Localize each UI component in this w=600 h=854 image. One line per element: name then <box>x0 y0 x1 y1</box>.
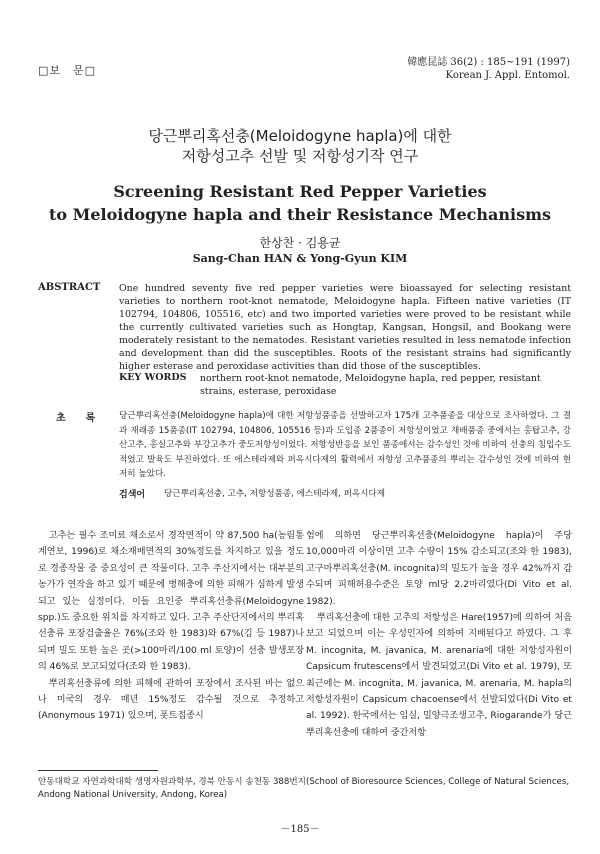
korean-summary-text: 당근뿌리혹선충(Meloidogyne hapla)에 대한 저항성품종을 선발하고자 175개 고추품종을 대상으로 조사하였다. 그 결과 재래종 15품종(IT 102794, 104806, 105516 등)과 도입종 2품종이 저항성이었고 재배품종 중에서는 홍탑고추, 강산고추, 홍실고추와 부강고추가 중도저항성이었다. 저항성반응을 보인 품종에서는 감수성인 것에 비하여 선충의 침입수도 적었고 발육도 부진하였다. 또 에스테라제와 퍼옥시다제의 활력에서 저항성 고추품종의 뿌리는 감수성인 것에 비하여 현저히 높았다. <box>119 411 571 480</box>
korean-title-line-2: 저항성고추 선발 및 저항성기작 연구 <box>181 147 419 165</box>
korean-title <box>0 126 600 166</box>
body-paragraph: 뿌리혹선충류에 의한 피해에 관하여 포장에서 조사된 바는 없으나 미국의 경우 매년 15%정도 감수될 것으로 추정하고(Anonymous 1971) 있으며, 폿트접종시 <box>38 678 304 722</box>
english-title-line-1: Screening Resistant Red Pepper Varieties <box>113 182 487 201</box>
body-paragraph: 험에 의하면 당근뿌리혹선충(Meloidogyne hapla)이 주당 10,000마리 이상이면 고추 수량이 15% 감소되고(조와 한 1983), 고구마뿌리혹선충(M. incognita)의 밀도가 높을 경우 42%까지 감수되며 피해허용수준은 토양 ml당 2.2마리였다(Di Vito et al. 1982). <box>306 531 572 607</box>
keywords-label: KEY WORDS <box>119 372 187 383</box>
korean-keywords-label: 검색어 <box>119 490 146 500</box>
page-number: －185－ <box>280 824 320 835</box>
english-title-line-2: to Meloidogyne hapla and their Resistance Mechanisms <box>48 205 552 224</box>
body-paragraph: 뿌리혹선충에 대한 고추의 저항성은 Hare(1957)에 의하여 처음 보고 되었으며 이는 우성인자에 의하여 지배된다고 하였다. 그 후 M. incognita, M. javanica, M. arenaria에 대한 저항성자원이 Capsicum frutescens에서 발견되었고(Di Vito et al. 1979), 또 최근에는 M. incognita, M. javanica, M. arenaria, M. hapla의 저항성자원이 Capsicum chacoense에서 선발되었다(Di Vito et al. 1992). 한국에서는 임실, 밀양극조생고추, Riogarande가 당근뿌리혹선충에 대하여 중간저항 <box>306 613 572 738</box>
authors-korean: 한상찬 · 김용균 <box>259 236 341 250</box>
journal-english: Korean J. Appl. Entomol. <box>445 70 570 81</box>
korean-summary-label: 초록 <box>56 413 116 424</box>
abstract-text: One hundred seventy five red pepper varieties were bioassayed for selecting resistant varieties to northern root-knot nematode, Meloidogyne hapla. Fifteen native varieties (IT 102794, 104806, 105516, etc) and two imported varieties were proved to be resistant while the currently cultivated varieties such as Hongtap, Kangsan, Hongsil, and Bookang were moderately resistant to the nematodes. Resistant varieties resulted in less nematode infection and development than did the susceptibles. Roots of the resistant strains had significantly higher esterase and peroxidase activities than did those of the susceptibles. <box>119 283 571 372</box>
korean-title-line-1: 당근뿌리혹선충(Meloidogyne hapla)에 대한 <box>148 127 452 145</box>
journal-citation <box>407 56 570 82</box>
abstract-label: ABSTRACT <box>38 282 101 293</box>
korean-keywords-text: 당근뿌리혹선충, 고추, 저항성품종, 에스테라제, 퍼옥시다제 <box>164 489 386 499</box>
footnote-divider <box>38 770 158 771</box>
body-column-right <box>306 528 572 741</box>
affiliation-footnote: 안동대학교 자연과학대학 생명자원과학부, 경북 안동시 송천동 388번지(School of Bioresource Sciences, College of Natural Sciences, Andong National University, Andong, Korea) <box>38 777 570 800</box>
english-title <box>0 180 600 226</box>
article-type-label: □보 문□ <box>38 64 97 77</box>
keywords-text: northern root-knot nematode, Meloidogyne hapla, red pepper, resistant strains, esterase, peroxidase <box>200 373 541 397</box>
authors-english: Sang-Chan HAN & Yong-Gyun KIM <box>192 252 408 265</box>
journal-korean: 韓應昆誌 36(2) : 185~191 (1997) <box>407 57 570 68</box>
body-column-left <box>38 528 304 725</box>
body-paragraph: 고추는 필수 조미료 채소로서 경작면적이 약 87,500 ha(농림통계연보, 1996)로 채소재배면적의 30%정도를 차지하고 있을 정도로 경종작물 중 중요성이 큰 작물이다. 고추 주산지에서는 대부분의 농가가 연작을 하고 있기 때문에 병해충에 의한 피해가 심하게 발생되고 있는 실정이다. 이들 요인중 뿌리혹선충류(Meloidogyne spp.)도 중요한 위치를 차지하고 있다. 고추 주산단지에서의 뿌리혹선충류 포장검출율은 76%(조와 한 1983)와 67%(김 등 1987)나 되며 밀도 또한 높은 곳(>100마리/100 ml 토양)이 선충 발생포장의 46%로 보고되었다(조와 한 1983). <box>38 531 304 673</box>
